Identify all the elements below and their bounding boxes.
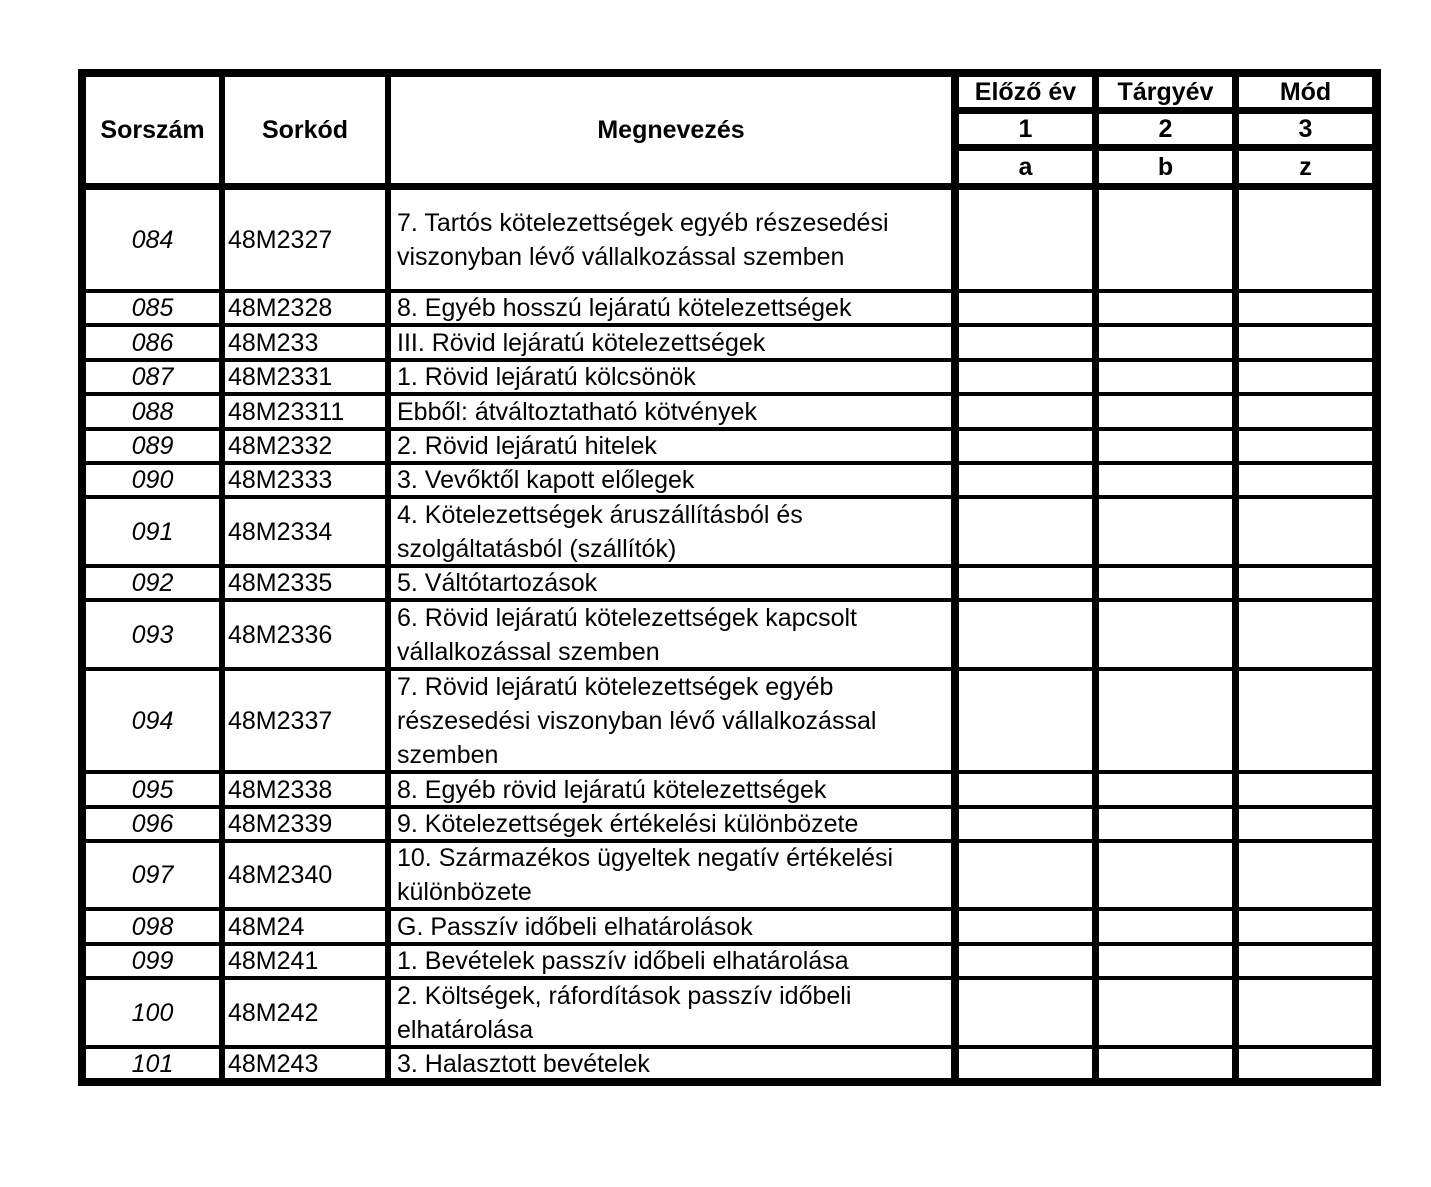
row-number: 089 xyxy=(86,431,219,461)
row-code: 48M241 xyxy=(225,946,385,976)
header-col-3-title: Mód xyxy=(1239,77,1372,107)
row-name xyxy=(391,774,951,805)
row-code: 48M2337 xyxy=(225,671,385,770)
row-number: 099 xyxy=(86,946,219,976)
row-name xyxy=(391,809,951,839)
row-value-prev-year-cell[interactable] xyxy=(959,774,1092,805)
row-name xyxy=(391,1049,951,1078)
row-value-prev-year-cell[interactable] xyxy=(959,946,1092,976)
row-code: 48M2327 xyxy=(225,190,385,289)
row-value-mode-cell[interactable] xyxy=(1239,499,1372,564)
row-name-text: 1. Bevételek passzív időbeli elhatárolása xyxy=(397,947,849,975)
row-value-mode-cell[interactable] xyxy=(1239,671,1372,770)
header-sorszam: Sorszám xyxy=(86,77,219,183)
header-col-1-letter: a xyxy=(959,151,1092,183)
row-name xyxy=(391,190,951,289)
row-name xyxy=(391,568,951,598)
row-value-mode-cell[interactable] xyxy=(1239,911,1372,942)
row-code: 48M2338 xyxy=(225,774,385,805)
row-value-current-year-cell[interactable] xyxy=(1099,843,1232,907)
row-code: 48M2339 xyxy=(225,809,385,839)
row-code: 48M2334 xyxy=(225,499,385,564)
row-value-mode-cell[interactable] xyxy=(1239,980,1372,1045)
row-name-text: 10. Származékos ügyeltek negatív értékelési különbözete xyxy=(397,844,894,906)
row-value-prev-year-cell[interactable] xyxy=(959,465,1092,495)
row-value-mode-cell[interactable] xyxy=(1239,465,1372,495)
row-code: 48M2328 xyxy=(225,293,385,323)
row-value-prev-year-cell[interactable] xyxy=(959,602,1092,667)
row-name-text: III. Rövid lejáratú kötelezettségek xyxy=(397,328,766,357)
row-code: 48M2331 xyxy=(225,362,385,392)
row-value-prev-year-cell[interactable] xyxy=(959,1049,1092,1078)
row-number: 100 xyxy=(86,980,219,1045)
row-value-mode-cell[interactable] xyxy=(1239,293,1372,323)
row-name-text: 3. Vevőktől kapott előlegek xyxy=(397,466,695,494)
row-value-mode-cell[interactable] xyxy=(1239,774,1372,805)
row-number: 101 xyxy=(86,1049,219,1078)
row-number: 087 xyxy=(86,362,219,392)
row-value-mode-cell[interactable] xyxy=(1239,1049,1372,1078)
row-value-mode-cell[interactable] xyxy=(1239,946,1372,976)
row-name-text: Ebből: átváltoztatható kötvények xyxy=(397,397,757,426)
row-name-text: 7. Rövid lejáratú kötelezettségek egyéb részesedési viszonyban lévő vállalkozással szemben xyxy=(397,672,877,769)
row-value-current-year-cell[interactable] xyxy=(1099,293,1232,323)
row-code: 48M23311 xyxy=(225,396,385,427)
row-value-mode-cell[interactable] xyxy=(1239,843,1372,907)
row-value-prev-year-cell[interactable] xyxy=(959,671,1092,770)
row-value-prev-year-cell[interactable] xyxy=(959,911,1092,942)
row-value-prev-year-cell[interactable] xyxy=(959,396,1092,427)
row-value-mode-cell[interactable] xyxy=(1239,431,1372,461)
header-col-2-letter: b xyxy=(1099,151,1232,183)
row-number: 094 xyxy=(86,671,219,770)
row-value-mode-cell[interactable] xyxy=(1239,568,1372,598)
row-number: 096 xyxy=(86,809,219,839)
row-value-mode-cell[interactable] xyxy=(1239,602,1372,667)
row-value-current-year-cell[interactable] xyxy=(1099,327,1232,358)
row-number: 085 xyxy=(86,293,219,323)
row-name-text: 6. Rövid lejáratú kötelezettségek kapcsolt vállalkozással szemben xyxy=(397,603,857,666)
row-value-current-year-cell[interactable] xyxy=(1099,190,1232,289)
row-value-current-year-cell[interactable] xyxy=(1099,946,1232,976)
row-name-text: 8. Egyéb hosszú lejáratú kötelezettségek xyxy=(397,294,852,322)
row-code: 48M233 xyxy=(225,327,385,358)
row-value-current-year-cell[interactable] xyxy=(1099,465,1232,495)
header-sorkod: Sorkód xyxy=(225,77,385,183)
row-value-mode-cell[interactable] xyxy=(1239,327,1372,358)
row-name xyxy=(391,843,951,907)
row-value-prev-year-cell[interactable] xyxy=(959,190,1092,289)
header-col-3-letter: z xyxy=(1239,151,1372,183)
row-value-current-year-cell[interactable] xyxy=(1099,671,1232,770)
row-number: 095 xyxy=(86,774,219,805)
row-value-prev-year-cell[interactable] xyxy=(959,431,1092,461)
header-col-1-title: Előző év xyxy=(959,77,1092,107)
row-name-text: 7. Tartós kötelezettségek egyéb részesedési viszonyban lévő vállalkozással szemben xyxy=(397,208,889,271)
header-col-3-number: 3 xyxy=(1239,114,1372,144)
row-name xyxy=(391,431,951,461)
row-value-current-year-cell[interactable] xyxy=(1099,809,1232,839)
header-col-2-title: Tárgyév xyxy=(1099,77,1232,107)
row-value-prev-year-cell[interactable] xyxy=(959,809,1092,839)
row-number: 088 xyxy=(86,396,219,427)
row-value-prev-year-cell[interactable] xyxy=(959,362,1092,392)
row-value-prev-year-cell[interactable] xyxy=(959,293,1092,323)
row-name xyxy=(391,946,951,976)
row-name xyxy=(391,671,951,770)
row-value-current-year-cell[interactable] xyxy=(1099,911,1232,942)
row-name-text: 2. Költségek, ráfordítások passzív időbeli elhatárolása xyxy=(397,981,852,1044)
row-name xyxy=(391,327,951,358)
row-code: 48M242 xyxy=(225,980,385,1045)
row-name xyxy=(391,465,951,495)
row-value-prev-year-cell[interactable] xyxy=(959,499,1092,564)
row-value-prev-year-cell[interactable] xyxy=(959,843,1092,907)
row-value-mode-cell[interactable] xyxy=(1239,809,1372,839)
row-number: 097 xyxy=(86,843,219,907)
row-value-prev-year-cell[interactable] xyxy=(959,980,1092,1045)
row-name-text: G. Passzív időbeli elhatárolások xyxy=(397,912,753,941)
row-value-mode-cell[interactable] xyxy=(1239,190,1372,289)
row-number: 086 xyxy=(86,327,219,358)
row-code: 48M243 xyxy=(225,1049,385,1078)
row-name xyxy=(391,602,951,667)
row-value-current-year-cell[interactable] xyxy=(1099,396,1232,427)
row-name xyxy=(391,911,951,942)
row-name-text: 5. Váltótartozások xyxy=(397,569,598,597)
row-value-mode-cell[interactable] xyxy=(1239,362,1372,392)
row-name xyxy=(391,499,951,564)
row-code: 48M2336 xyxy=(225,602,385,667)
row-code: 48M24 xyxy=(225,911,385,942)
row-number: 090 xyxy=(86,465,219,495)
row-value-prev-year-cell[interactable] xyxy=(959,327,1092,358)
row-name xyxy=(391,362,951,392)
row-name-text: 2. Rövid lejáratú hitelek xyxy=(397,432,657,460)
row-number: 098 xyxy=(86,911,219,942)
row-name-text: 1. Rövid lejáratú kölcsönök xyxy=(397,363,696,391)
row-value-current-year-cell[interactable] xyxy=(1099,602,1232,667)
row-value-mode-cell[interactable] xyxy=(1239,396,1372,427)
row-value-current-year-cell[interactable] xyxy=(1099,774,1232,805)
row-name-text: 8. Egyéb rövid lejáratú kötelezettségek xyxy=(397,775,827,804)
row-number: 084 xyxy=(86,190,219,289)
header-col-1-number: 1 xyxy=(959,114,1092,144)
row-value-current-year-cell[interactable] xyxy=(1099,1049,1232,1078)
balance-sheet-table xyxy=(78,69,1381,1086)
row-name xyxy=(391,980,951,1045)
row-code: 48M2335 xyxy=(225,568,385,598)
row-value-current-year-cell[interactable] xyxy=(1099,568,1232,598)
row-value-current-year-cell[interactable] xyxy=(1099,362,1232,392)
row-value-current-year-cell[interactable] xyxy=(1099,431,1232,461)
row-value-current-year-cell[interactable] xyxy=(1099,499,1232,564)
row-code: 48M2333 xyxy=(225,465,385,495)
row-code: 48M2332 xyxy=(225,431,385,461)
row-name xyxy=(391,396,951,427)
header-col-2-number: 2 xyxy=(1099,114,1232,144)
row-number: 092 xyxy=(86,568,219,598)
row-number: 091 xyxy=(86,499,219,564)
row-name xyxy=(391,293,951,323)
row-value-prev-year-cell[interactable] xyxy=(959,568,1092,598)
row-name-text: 3. Halasztott bevételek xyxy=(397,1049,650,1078)
row-number: 093 xyxy=(86,602,219,667)
row-name-text: 9. Kötelezettségek értékelési különbözete xyxy=(397,810,859,838)
header-megnevezes: Megnevezés xyxy=(391,77,951,183)
row-code: 48M2340 xyxy=(225,843,385,907)
row-value-current-year-cell[interactable] xyxy=(1099,980,1232,1045)
row-name-text: 4. Kötelezettségek áruszállításból és szolgáltatásból (szállítók) xyxy=(397,500,803,563)
